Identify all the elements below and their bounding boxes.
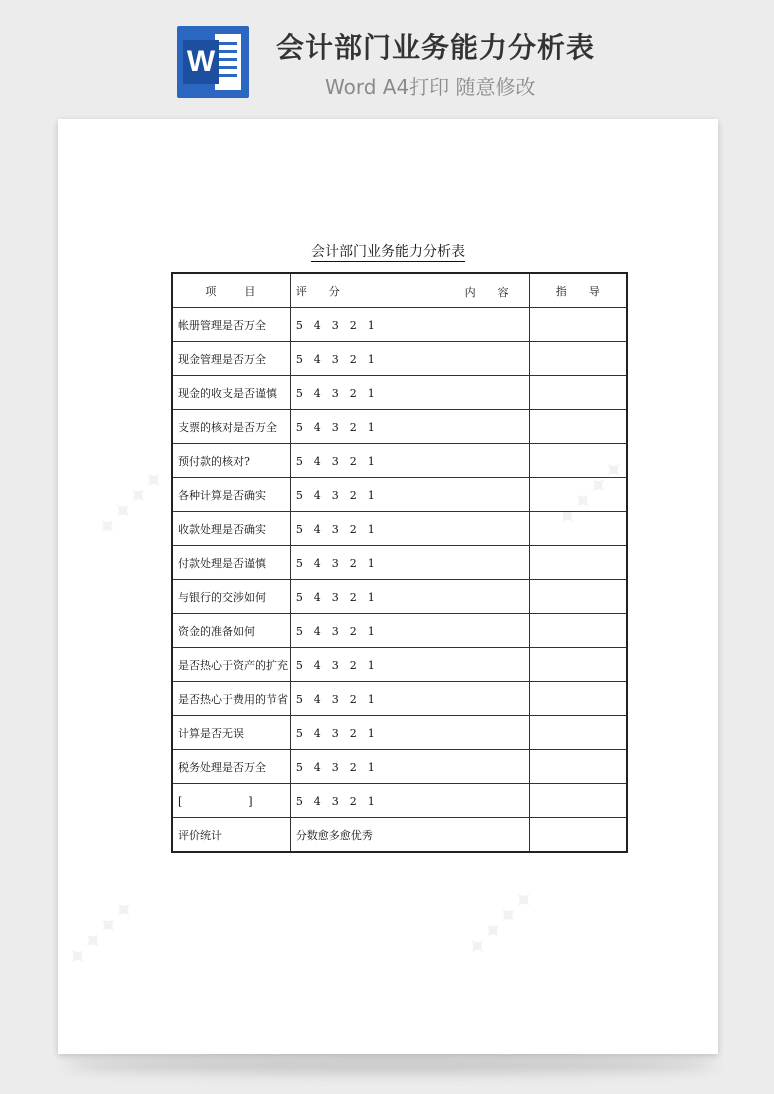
header-score-label: 评 分 [295, 284, 340, 298]
watermark: ✦✦✦✦ [460, 882, 543, 966]
header-title: 会计部门业务能力分析表 [276, 31, 596, 64]
row-guide[interactable] [529, 784, 627, 818]
row-item: 预付款的核对? [172, 444, 290, 478]
row-guide[interactable] [529, 682, 627, 716]
table-row [172, 784, 627, 818]
watermark: ✦✦✦✦ [60, 892, 143, 976]
document-page [58, 119, 718, 1054]
row-guide[interactable] [529, 478, 627, 512]
table-row [172, 580, 627, 614]
row-score: 5 4 3 2 1 [290, 648, 529, 682]
row-score: 分数愈多愈优秀 [290, 818, 529, 853]
row-score: 5 4 3 2 1 [290, 512, 529, 546]
row-item: 评价统计 [172, 818, 290, 853]
header-score-cell [290, 273, 529, 308]
table-row [172, 308, 627, 342]
row-score: 5 4 3 2 1 [290, 478, 529, 512]
table-row [172, 478, 627, 512]
table-header-row [172, 273, 627, 308]
header-guide-cell: 指 导 [529, 273, 627, 308]
row-item: 支票的核对是否万全 [172, 410, 290, 444]
row-guide[interactable] [529, 716, 627, 750]
row-guide[interactable] [529, 546, 627, 580]
word-icon [177, 26, 249, 98]
header-subtitle: Word A4打印 随意修改 [325, 75, 536, 99]
page-shadow [65, 1056, 715, 1074]
row-guide[interactable] [529, 342, 627, 376]
table-row [172, 410, 627, 444]
evaluation-table [171, 272, 628, 853]
row-score: 5 4 3 2 1 [290, 410, 529, 444]
row-item: 帐册管理是否万全 [172, 308, 290, 342]
table-row [172, 614, 627, 648]
row-score: 5 4 3 2 1 [290, 750, 529, 784]
row-item: 各种计算是否确实 [172, 478, 290, 512]
table-row [172, 648, 627, 682]
header-item-cell: 项 目 [172, 273, 290, 308]
row-score: 5 4 3 2 1 [290, 614, 529, 648]
table-row [172, 716, 627, 750]
word-icon-letter: W [183, 40, 219, 84]
table-row [172, 376, 627, 410]
row-item: 与银行的交涉如何 [172, 580, 290, 614]
row-score: 5 4 3 2 1 [290, 682, 529, 716]
row-guide[interactable] [529, 376, 627, 410]
row-score: 5 4 3 2 1 [290, 342, 529, 376]
watermark: ✦✦✦✦ [550, 452, 633, 536]
row-item: 是否热心于费用的节省 [172, 682, 290, 716]
row-item: 收款处理是否确实 [172, 512, 290, 546]
table-row [172, 682, 627, 716]
table-row-summary [172, 818, 627, 853]
document-title [58, 241, 718, 261]
row-item: 计算是否无误 [172, 716, 290, 750]
row-score: 5 4 3 2 1 [290, 308, 529, 342]
row-score: 5 4 3 2 1 [290, 444, 529, 478]
row-guide[interactable] [529, 750, 627, 784]
row-item: 现金管理是否万全 [172, 342, 290, 376]
row-score: 5 4 3 2 1 [290, 716, 529, 750]
row-item: 付款处理是否谨慎 [172, 546, 290, 580]
row-item: 是否热心于资产的扩充 [172, 648, 290, 682]
row-score: 5 4 3 2 1 [290, 580, 529, 614]
document-title-text: 会计部门业务能力分析表 [311, 244, 465, 260]
row-score: 5 4 3 2 1 [290, 784, 529, 818]
row-guide[interactable] [529, 410, 627, 444]
row-guide[interactable] [529, 648, 627, 682]
row-guide[interactable] [529, 614, 627, 648]
table-row [172, 444, 627, 478]
row-guide[interactable] [529, 308, 627, 342]
watermark: ✦✦✦✦ [90, 462, 173, 546]
table-row [172, 342, 627, 376]
table-row [172, 512, 627, 546]
table-row [172, 546, 627, 580]
preview-header [0, 0, 774, 118]
row-item: 资金的准备如何 [172, 614, 290, 648]
row-score: 5 4 3 2 1 [290, 546, 529, 580]
row-score: 5 4 3 2 1 [290, 376, 529, 410]
header-content-label: 内 容 [464, 286, 509, 299]
row-guide[interactable] [529, 580, 627, 614]
row-guide[interactable] [529, 512, 627, 546]
table-row [172, 750, 627, 784]
row-item: 现金的收支是否谨慎 [172, 376, 290, 410]
row-item: 税务处理是否万全 [172, 750, 290, 784]
row-item: [ ] [172, 784, 290, 818]
row-guide[interactable] [529, 818, 627, 853]
row-guide[interactable] [529, 444, 627, 478]
